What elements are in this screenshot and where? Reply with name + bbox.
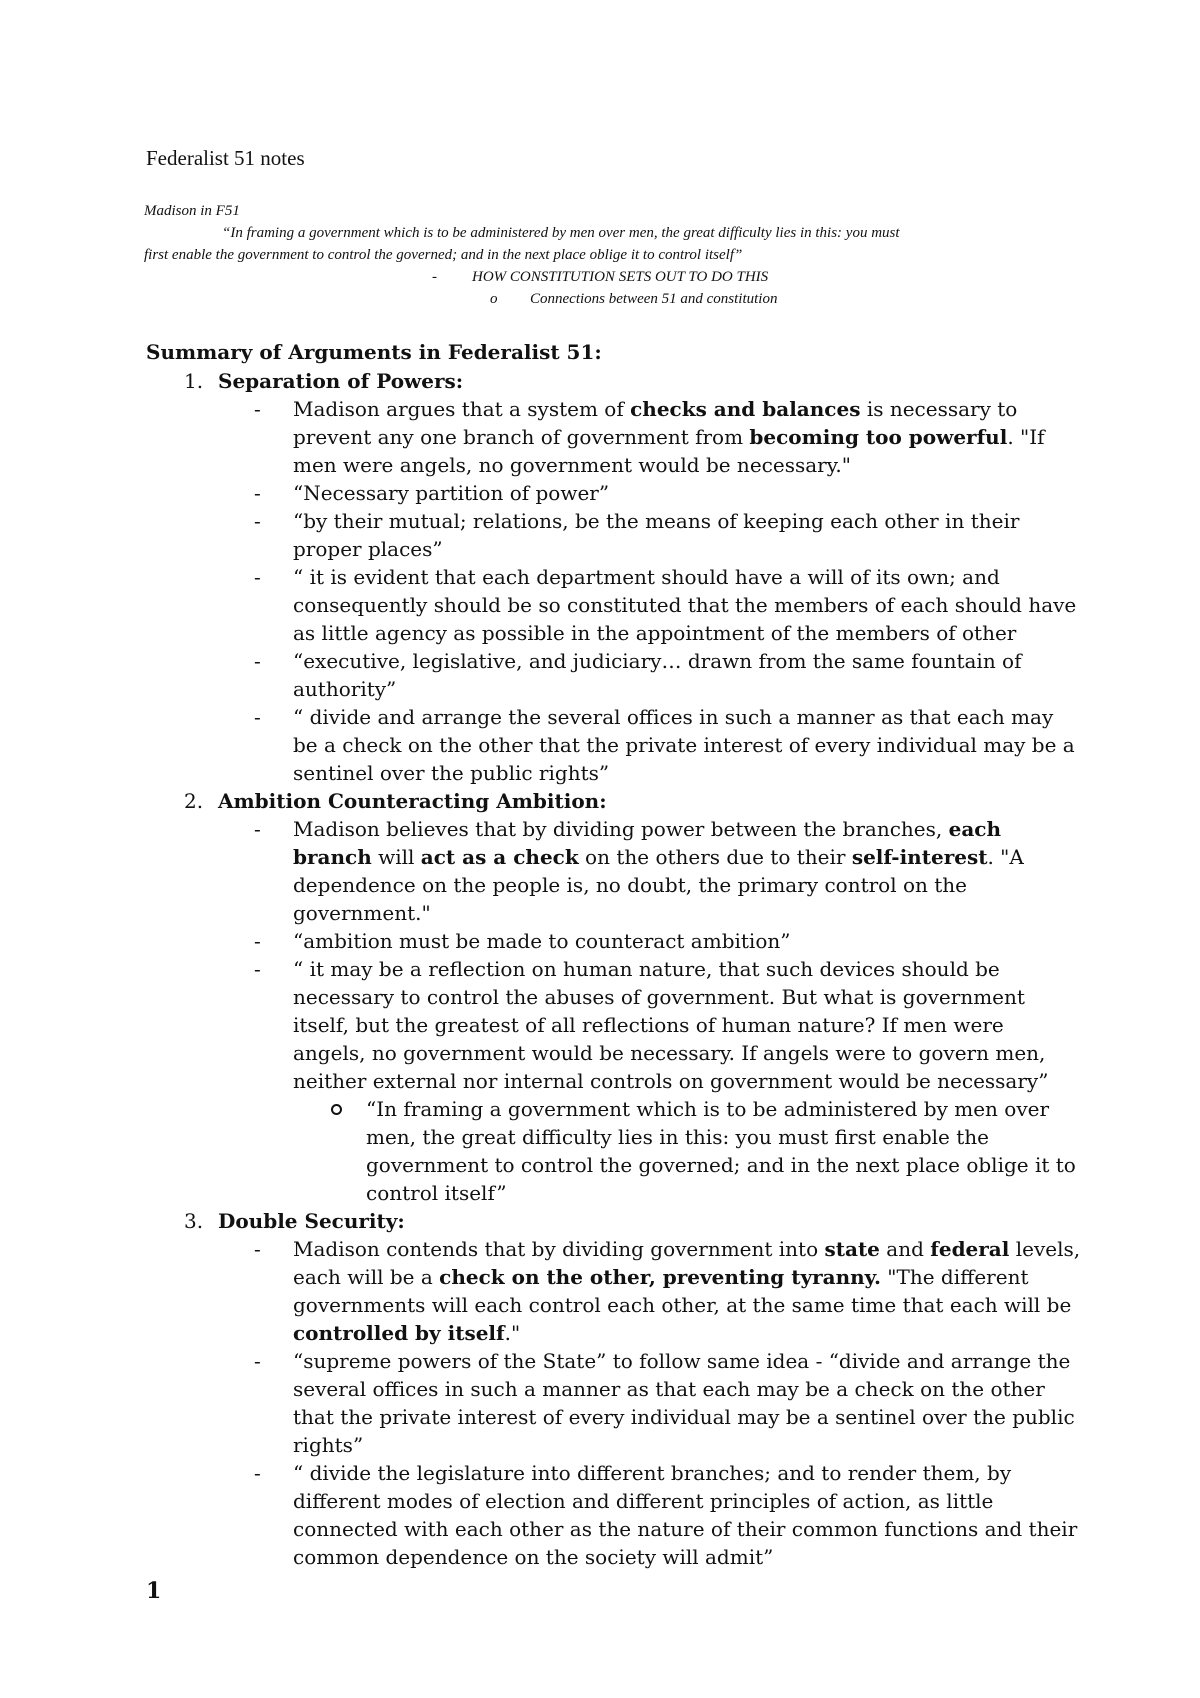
bullet-text: ." [504, 1321, 521, 1345]
bullet-text: “supreme powers of the State” to follow same idea - “divide and arrange the several offices in such a manner as that each may be a check on the other that the private interest of every individual may be a sentinel over the public rights” [293, 1349, 1075, 1457]
intro-o-item [490, 288, 1064, 310]
section-separation-of-powers [146, 367, 1082, 787]
section-number: 3. [184, 1209, 204, 1233]
intro-dash-item [432, 266, 1064, 288]
bold-text: self-interest [851, 845, 988, 869]
arguments-outline [146, 367, 1082, 1571]
dash-marker: - [254, 817, 261, 841]
intro-quote-line-2: first enable the government to control the governed; and in the next place oblige it to control itself” [144, 247, 743, 263]
document-title: Federalist 51 notes [146, 146, 305, 170]
circle-bullet-icon [331, 1104, 342, 1115]
bold-text: becoming too powerful [749, 425, 1008, 449]
section-heading [146, 367, 1082, 395]
section-title: Separation of Powers: [218, 369, 464, 393]
bullet-text: "The different governments will each control each other, at the same time that each will be [293, 1265, 1072, 1317]
dash-marker: - [254, 957, 261, 981]
list-item [146, 1459, 1082, 1571]
dash-marker: - [432, 269, 437, 285]
bullet-text: . "If men were angels, no government would be necessary." [293, 425, 1045, 477]
bullet-text: on the others due to their [578, 845, 852, 869]
list-item [146, 563, 1082, 647]
bullet-list [146, 395, 1082, 787]
bullet-text: and [879, 1237, 931, 1261]
bullet-list [146, 815, 1082, 1207]
dash-marker: - [254, 705, 261, 729]
list-item [146, 927, 1082, 955]
bullet-text: “ divide and arrange the several offices in such a manner as that each may be a check on the other that the private interest of every individual may be a sentinel over the public rights” [293, 705, 1075, 785]
intro-source: Madison in F51 [144, 203, 240, 219]
bullet-text: “ it is evident that each department should have a will of its own; and consequently should be so constituted that the members of each should have as little agency as possible in the appointment of the members of other [293, 565, 1077, 645]
section-double-security [146, 1207, 1082, 1571]
dash-marker: - [254, 1461, 261, 1485]
section-ambition-counteracting-ambition [146, 787, 1082, 1207]
bold-text: act as a check [420, 845, 579, 869]
bullet-text: “Necessary partition of power” [293, 481, 610, 505]
list-item [146, 647, 1082, 703]
bullet-text: Madison contends that by dividing government into [293, 1237, 825, 1261]
section-heading [146, 1207, 1082, 1235]
dash-marker: - [254, 481, 261, 505]
dash-marker: - [254, 509, 261, 533]
bullet-text: “ambition must be made to counteract ambition” [293, 929, 791, 953]
intro-notes [144, 200, 1064, 310]
bullet-text: . "A dependence on the people is, no doubt, the primary control on the government." [293, 845, 1024, 925]
bullet-text: Madison argues that a system of [293, 397, 631, 421]
bullet-text: “executive, legislative, and judiciary… drawn from the same fountain of authority” [293, 649, 1022, 701]
intro-quote-line-1: “In framing a government which is to be administered by men over men, the great difficulty lies in this: you must [222, 225, 900, 241]
list-item [146, 955, 1082, 1095]
dash-marker: - [254, 565, 261, 589]
intro-dash-text: HOW CONSTITUTION SETS OUT TO DO THIS [472, 269, 769, 285]
intro-o-text: Connections between 51 and constitution [530, 291, 778, 307]
bold-text: controlled by itself [293, 1321, 505, 1345]
list-item [146, 507, 1082, 563]
list-item [146, 1235, 1082, 1347]
bullet-list [146, 1235, 1082, 1571]
dash-marker: - [254, 397, 261, 421]
bullet-text: Madison believes that by dividing power between the branches, [293, 817, 949, 841]
dash-marker: - [254, 649, 261, 673]
section-number: 1. [184, 369, 204, 393]
dash-marker: - [254, 1237, 261, 1261]
summary-heading: Summary of Arguments in Federalist 51: [146, 340, 602, 364]
bullet-text: “by their mutual; relations, be the means of keeping each other in their proper places” [293, 509, 1020, 561]
dash-marker: - [254, 929, 261, 953]
bullet-text: “ divide the legislature into different branches; and to render them, by different modes of election and different principles of action, as little connected with each other as the nature of their common functions and their common dependence on the society will admit” [293, 1461, 1078, 1569]
bold-text: federal [930, 1237, 1010, 1261]
list-item [146, 703, 1082, 787]
list-item [146, 479, 1082, 507]
section-heading [146, 787, 1082, 815]
o-marker: o [490, 291, 498, 307]
section-title: Ambition Counteracting Ambition: [218, 789, 607, 813]
bullet-text: levels, each will be a [293, 1237, 1081, 1289]
list-item [146, 815, 1082, 927]
bold-text: check on the other, preventing tyranny. [439, 1265, 881, 1289]
bullet-text: “In framing a government which is to be administered by men over men, the great difficulty lies in this: you must first enable the government to control the governed; and in the next place oblige it to control itself” [366, 1097, 1076, 1205]
bullet-text: will [371, 845, 421, 869]
section-title: Double Security: [218, 1209, 405, 1233]
bullet-text: is necessary to prevent any one branch of government from [293, 397, 1018, 449]
list-item [146, 1347, 1082, 1459]
bold-text: state [824, 1237, 880, 1261]
section-number: 2. [184, 789, 204, 813]
list-item [146, 395, 1082, 479]
page-number: 1 [146, 1578, 162, 1604]
bold-text: each branch [293, 817, 1002, 869]
bold-text: checks and balances [630, 397, 861, 421]
sub-list-item [146, 1095, 1082, 1207]
bullet-text: “ it may be a reflection on human nature, that such devices should be necessary to control the abuses of government. But what is government itself, but the greatest of all reflections of human nature? If men were angels, no government would be necessary. If angels were to govern men, neither external nor internal controls on government would be necessary” [293, 957, 1049, 1093]
dash-marker: - [254, 1349, 261, 1373]
